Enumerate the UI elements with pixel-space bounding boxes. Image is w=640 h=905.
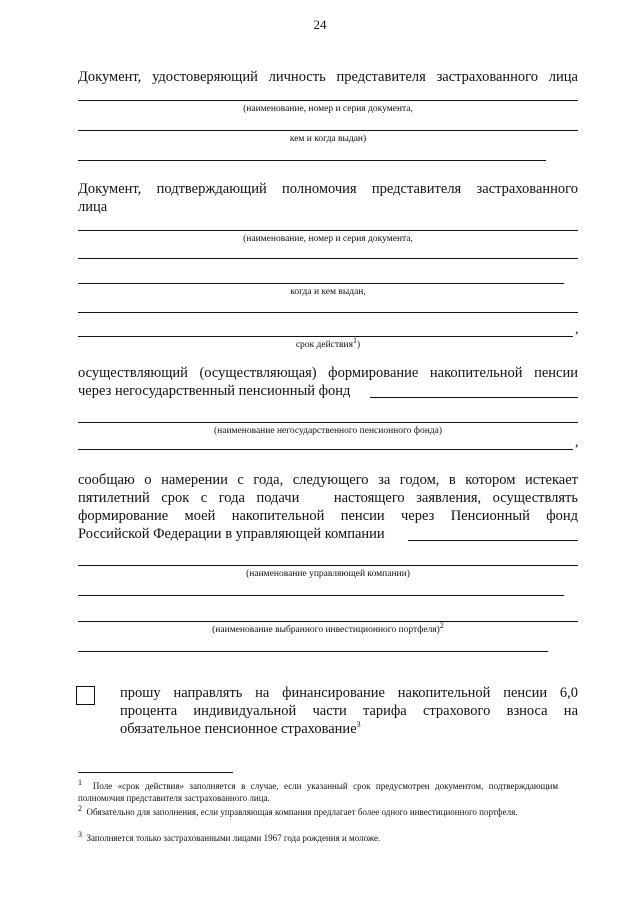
identity-document-field-3[interactable] (78, 160, 546, 161)
page-number: 24 (313, 17, 327, 32)
intent-text-line2: пятилетний срок с года подачи настоящего заявления, осуществлять (78, 490, 578, 506)
financing-text-line3: обязательное пенсионное страхование$^3$ (120, 720, 361, 737)
footnote-2: 2 Обязательно для заполнения, если управляющая компания предлагает более одного инвестиционного портфеля. (78, 804, 518, 817)
authority-document-field-3[interactable] (78, 283, 564, 284)
footnote-separator (78, 772, 233, 773)
management-company-field-1[interactable] (408, 540, 578, 541)
management-company-field-2[interactable] (78, 565, 578, 566)
authority-document-heading-line2: лица (78, 199, 108, 215)
npf-name-field-1[interactable] (370, 397, 578, 398)
identity-document-caption-1: (наименование, номер и серия документа, (243, 104, 413, 114)
authority-document-field-2[interactable] (78, 258, 578, 259)
intent-text-line4: Российской Федерации в управляющей компании (78, 526, 385, 542)
portfolio-field-3[interactable] (78, 651, 548, 652)
portfolio-field-1[interactable] (78, 595, 564, 596)
npf-caption: (наименование негосударственного пенсионного фонда) (214, 426, 442, 436)
authority-field-comma: , (575, 322, 579, 337)
intent-text-line3: формирование моей накопительной пенсии через Пенсионный фонд (78, 508, 578, 524)
authority-document-field-1[interactable] (78, 230, 578, 231)
npf-field-comma: , (575, 435, 579, 450)
npf-name-field-3[interactable] (78, 449, 573, 450)
authority-document-field-4[interactable] (78, 312, 578, 313)
authority-document-heading-line1: Документ, подтверждающий полномочия представителя застрахованного (78, 181, 578, 197)
intent-text-line1: сообщаю о намерении с года, следующего за годом, в котором истекает (78, 472, 578, 488)
financing-text-line1: прошу направлять на финансирование накопительной пенсии 6,0 (120, 685, 578, 701)
identity-document-field-2[interactable] (78, 130, 578, 131)
footnote-3: 3 Заполняется только застрахованными лицами 1967 года рождения и моложе. (78, 830, 381, 843)
identity-document-caption-2: кем и когда выдан) (289, 134, 367, 144)
authority-document-caption-2: когда и кем выдан, (290, 287, 366, 297)
npf-name-field-2[interactable] (78, 422, 578, 423)
identity-document-field-1[interactable] (78, 100, 578, 101)
portfolio-caption: (наименование выбранного инвестиционного портфеля)$^2$ (212, 620, 444, 635)
npf-text-line1: осуществляющий (осуществляющая) формирование накопительной пенсии (78, 365, 578, 381)
financing-text-line2: процента индивидуальной части тарифа страхового взноса на (120, 703, 578, 719)
authority-document-field-5[interactable] (78, 336, 573, 337)
footnote-1: 1 Поле «срок действия» заполняется в случае, если указанный срок предусмотрен документом, подтверждающим полномочия представителя застрахованного лица. (78, 778, 559, 803)
identity-document-heading: Документ, удостоверяющий личность представителя застрахованного лица (78, 69, 578, 85)
management-company-caption: (наименование управляющей компании) (246, 569, 410, 579)
validity-period-caption: срок действия$^1$) (295, 335, 361, 350)
financing-checkbox[interactable] (76, 686, 95, 705)
portfolio-field-2[interactable] (78, 621, 578, 622)
npf-text-line2: через негосударственный пенсионный фонд (78, 383, 351, 399)
authority-document-caption-1: (наименование, номер и серия документа, (243, 234, 413, 244)
